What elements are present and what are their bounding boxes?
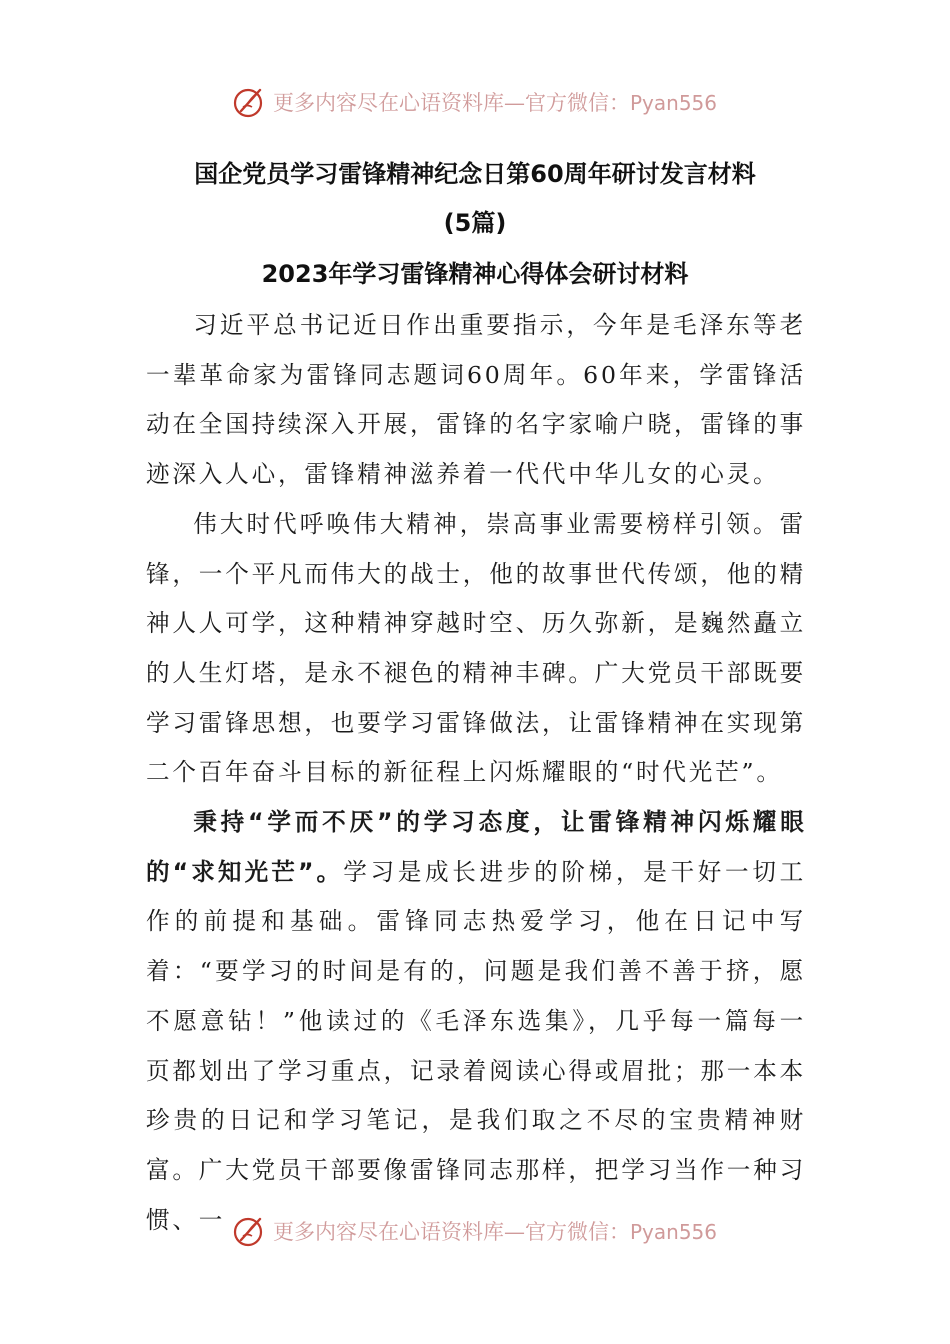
paragraph-3-lead: 秉持“学而不厌”的学习态度，让雷锋精神闪烁耀眼的“求知光芒”。 bbox=[146, 808, 806, 886]
document-title: 国企党员学习雷锋精神纪念日第60周年研讨发言材料 bbox=[194, 160, 756, 188]
watermark-footer bbox=[0, 1209, 950, 1253]
quill-logo-icon bbox=[233, 1214, 267, 1248]
document-body bbox=[146, 301, 806, 1245]
document-title-count: (5篇) bbox=[443, 209, 507, 237]
watermark-text: 更多内容尽在心语资料库—官方微信：Pyan556 bbox=[272, 91, 717, 115]
paragraph-2 bbox=[146, 500, 806, 798]
paragraph-3 bbox=[146, 798, 806, 1245]
watermark-text: 更多内容尽在心语资料库—官方微信：Pyan556 bbox=[272, 1220, 717, 1244]
paragraph-3-text: 学习是成长进步的阶梯，是干好一切工作的前提和基础。雷锋同志热爱学习，他在日记中写着：“要学习的时间是有的，问题是我们善不善于挤，愿不愿意钻！”他读过的《毛泽东选集》，几乎每一篇每一页都划出了学习重点，记录着阅读心得或眉批；那一本本珍贵的日记和学习笔记，是我们取之不尽的宝贵精神财富。广大党员干部要像雷锋同志那样，把学习当作一种习惯、一 bbox=[146, 857, 806, 1234]
watermark-header bbox=[0, 80, 950, 124]
paragraph-1-text: 习近平总书记近日作出重要指示，今年是毛泽东等老一辈革命家为雷锋同志题词60周年。60年来，学雷锋活动在全国持续深入开展，雷锋的名字家喻户晓，雷锋的事迹深入人心，雷锋精神滋养着一代代中华儿女的心灵。 bbox=[146, 311, 806, 489]
paragraph-2-text: 伟大时代呼唤伟大精神，崇高事业需要榜样引领。雷锋，一个平凡而伟大的战士，他的故事世代传颂，他的精神人人可学，这种精神穿越时空、历久弥新，是巍然矗立的人生灯塔，是永不褪色的精神丰碑。广大党员干部既要学习雷锋思想，也要学习雷锋做法，让雷锋精神在实现第二个百年奋斗目标的新征程上闪烁耀眼的“时代光芒”。 bbox=[146, 509, 806, 787]
document-subtitle: 2023年学习雷锋精神心得体会研讨材料 bbox=[261, 260, 689, 288]
paragraph-1 bbox=[146, 301, 806, 500]
quill-logo-icon bbox=[233, 85, 267, 119]
